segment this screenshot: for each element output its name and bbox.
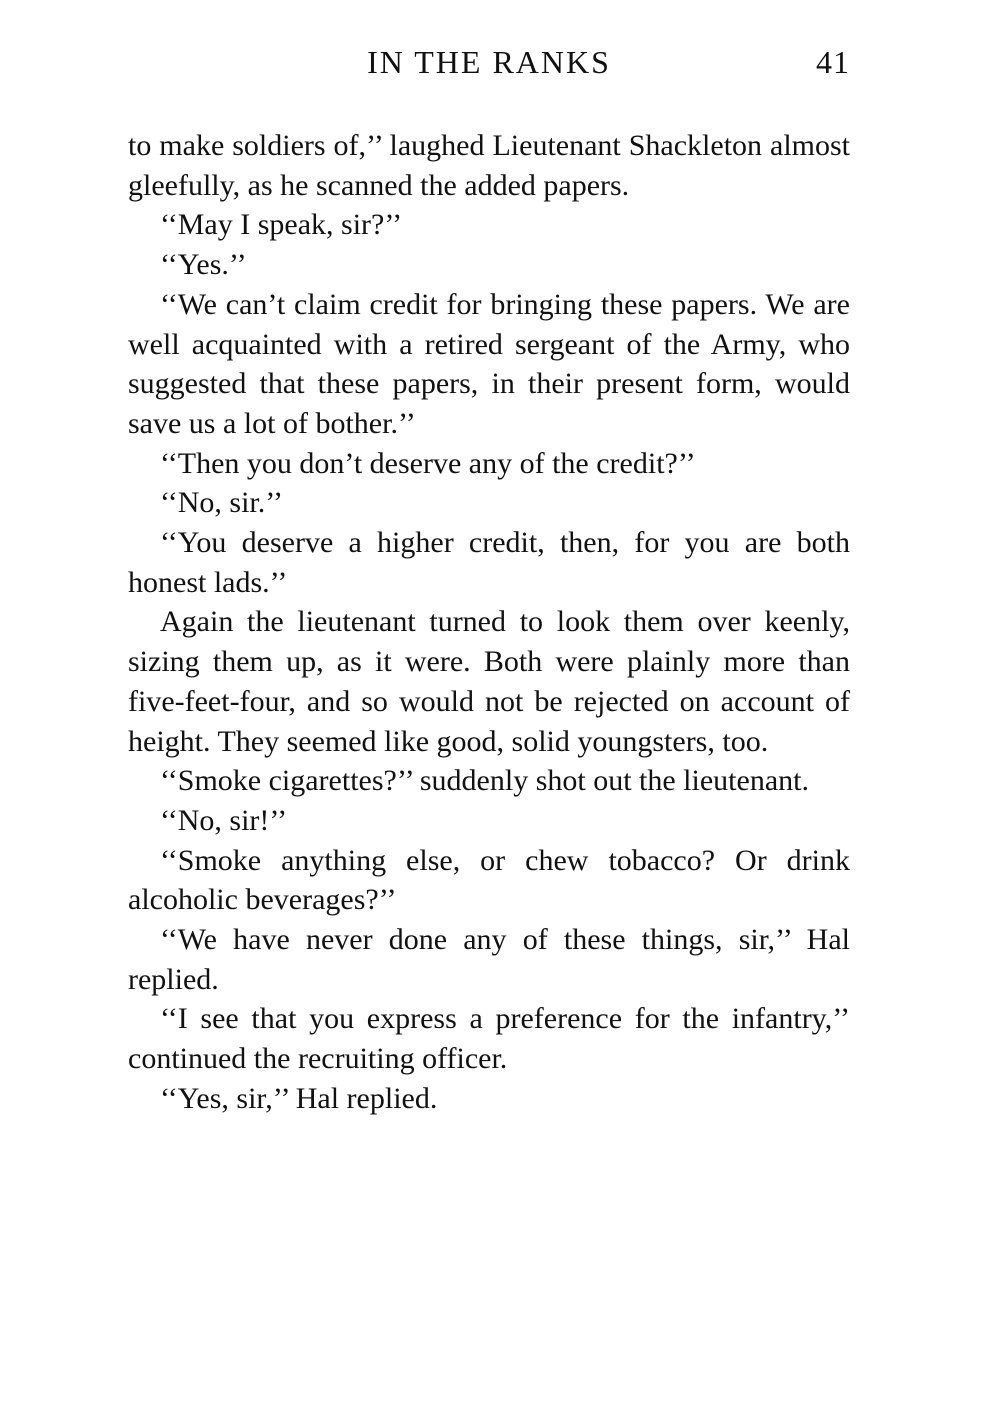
paragraph: ‘‘Yes.’’ [160,248,247,282]
paragraph: ‘‘You deserve a higher credit, then, for you are both honest lads.’’ [128,526,850,599]
paragraph: ‘‘We can’t claim credit for bringing these papers. We are well acquainted with a retired sergeant of the Army, who suggested that these papers, in their present form, would save us a lot of bother.’’ [128,287,850,440]
paragraph: ‘‘Then you don’t deserve any of the credit?’’ [160,446,696,480]
page-number: 41 [816,44,850,80]
paragraph: ‘‘Smoke anything else, or chew tobacco? Or drink alcoholic beverages?’’ [128,843,850,917]
paragraph: ‘‘We have never done any of these things, sir,’’ Hal replied. [128,923,850,996]
paragraph: ‘‘I see that you express a preference for the infantry,’’ continued the recruiting officer. [128,1002,850,1076]
paragraph: ‘‘Smoke cigarettes?’’ suddenly shot out the lieutenant. [160,764,809,798]
running-title: IN THE RANKS [367,44,611,80]
paragraph: ‘‘Yes, sir,’’ Hal replied. [160,1081,438,1115]
paragraph: ‘‘No, sir!’’ [160,803,288,837]
paragraph: ‘‘May I speak, sir?’’ [160,208,403,242]
body-text [128,126,850,1119]
paragraph: ‘‘No, sir.’’ [160,486,284,520]
running-header [128,40,850,88]
book-page [128,40,850,1119]
paragraph: Again the lieutenant turned to look them over keenly, sizing them up, as it were. Both were plainly more than five-feet-four, and so would not be rejected on account of height. They seemed like good, solid youngsters, too. [128,605,850,758]
paragraph: to make soldiers of,’’ laughed Lieutenant Shackleton almost gleefully, as he scanned the added papers. [128,129,850,202]
